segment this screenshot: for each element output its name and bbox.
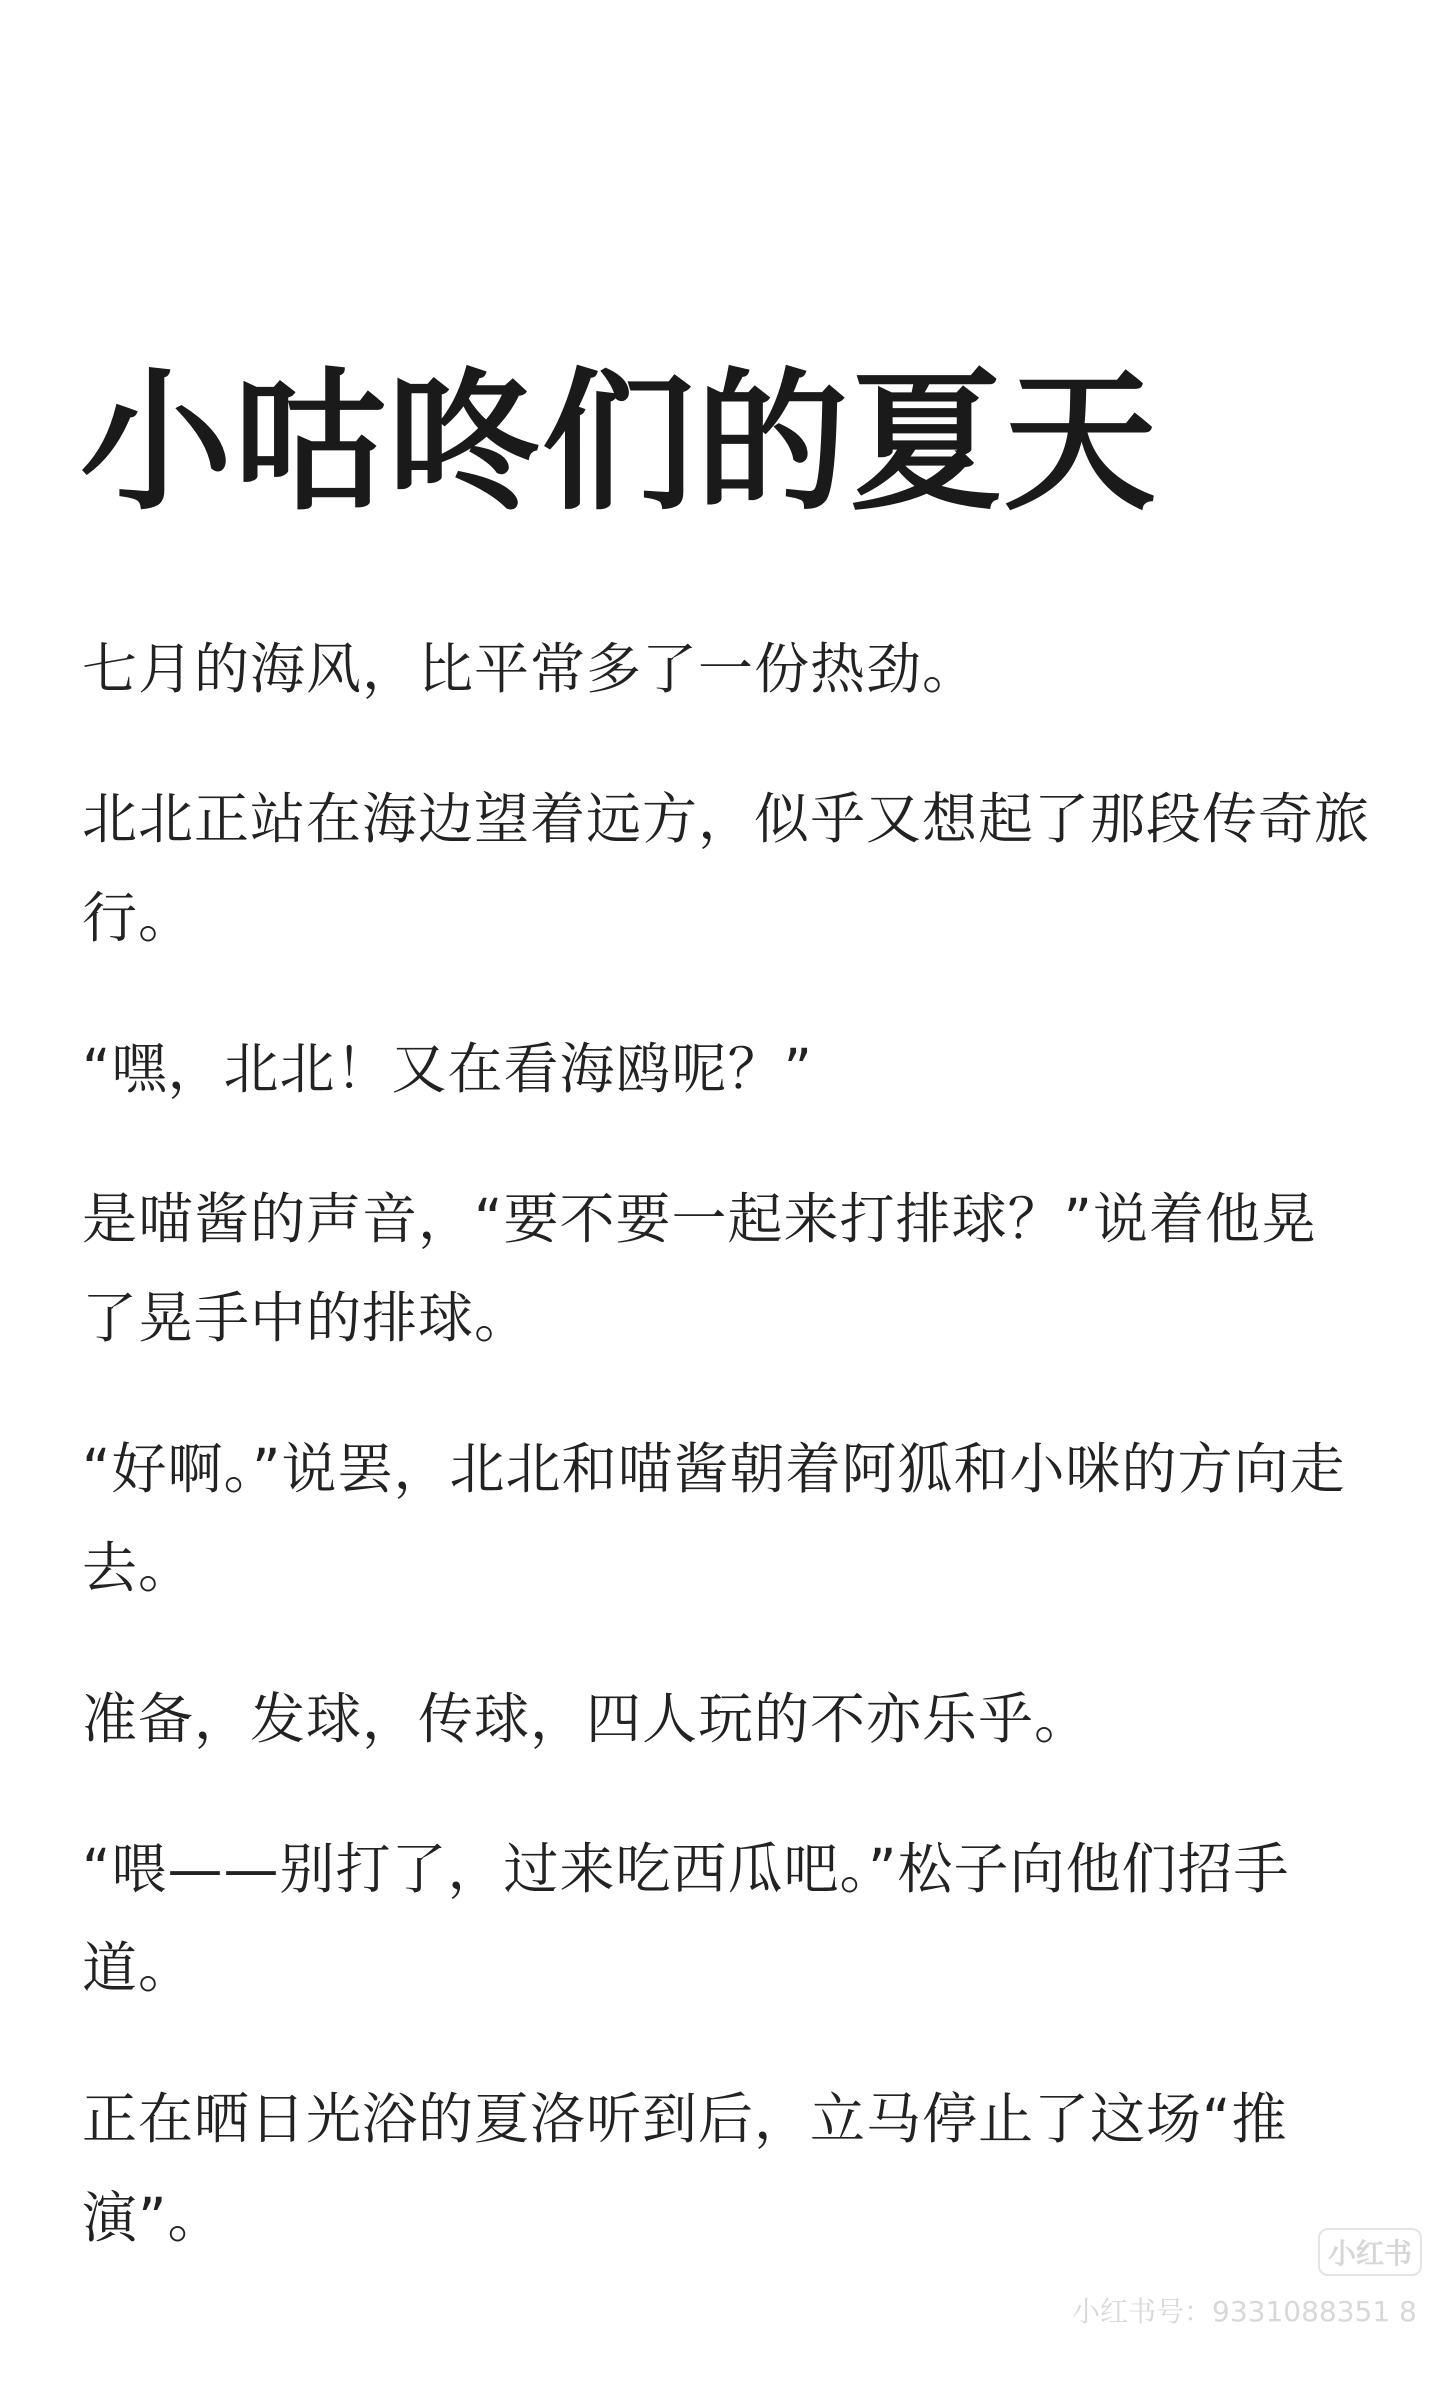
watermark-logo: 小红书: [1318, 2228, 1422, 2276]
watermark-account-id: 小红书号：9331088351 8: [1072, 2295, 1417, 2328]
paragraph-5: “好啊。”说罢，北北和喵酱朝着阿狐和小咪的方向走去。: [82, 1437, 1346, 1600]
paragraph-3: “嘿，北北！又在看海鸥呢？”: [82, 1037, 813, 1101]
paragraph-1: 七月的海风，比平常多了一份热劲。: [82, 637, 979, 701]
paragraph-4: 是喵酱的声音，“要不要一起来打排球？”说着他晃了晃手中的排球。: [82, 1187, 1317, 1350]
paragraph-6: 准备，发球，传球，四人玩的不亦乐乎。: [82, 1687, 1091, 1751]
paragraph-8: 正在晒日光浴的夏洛听到后，立马停止了这场“推演”。: [82, 2087, 1288, 2250]
paragraph-2: 北北正站在海边望着远方，似乎又想起了那段传奇旅行。: [82, 787, 1371, 950]
paragraph-7: “喂——别打了，过来吃西瓜吧。”松子向他们招手道。: [82, 1837, 1290, 2000]
page-title: 小咕咚们的夏天: [80, 354, 1158, 531]
